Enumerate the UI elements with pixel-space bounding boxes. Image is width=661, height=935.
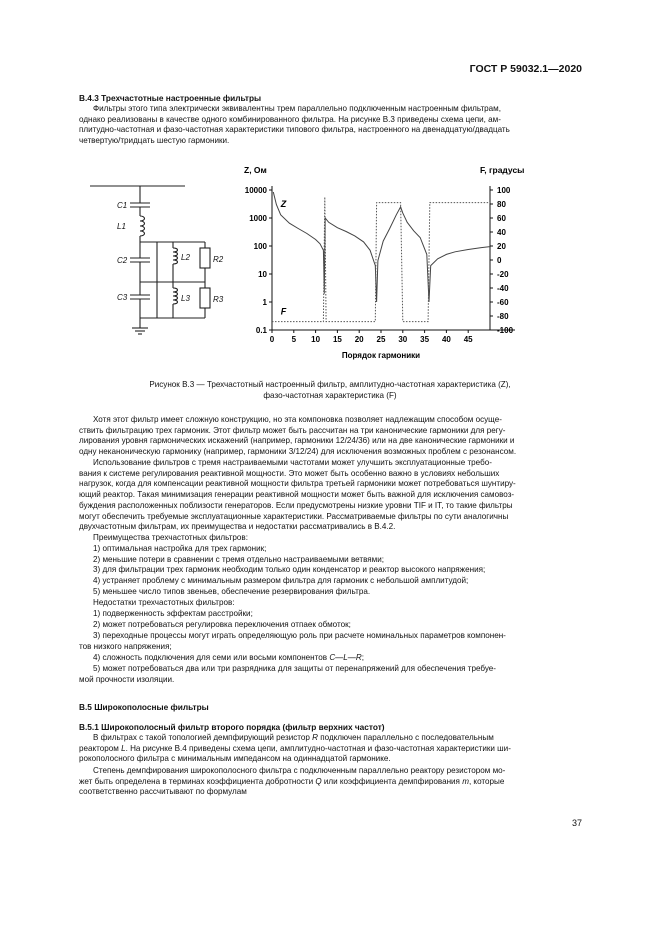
y-left-tick-label: 1000 <box>249 214 267 223</box>
advantages-heading: Преимущества трехчастотных фильтров: <box>93 533 248 542</box>
y-right-tick-label: 20 <box>497 242 506 251</box>
series-z-line <box>273 192 490 302</box>
impedance-phase-chart <box>225 158 545 370</box>
y-right-tick-label: 100 <box>497 186 511 195</box>
label-c2: C2 <box>117 256 128 265</box>
text-line: лирования уровня гармонических искажений (например, гармоники 12/24/36) или на две канонические гармоники и <box>79 436 515 446</box>
label-l2: L2 <box>181 253 190 262</box>
x-tick-label: 20 <box>354 335 364 344</box>
y-left-tick-label: 10 <box>258 270 267 279</box>
text-line: плитудно-частотная и фазо-частотная характеристики типового фильтра, настроенного на двенадцатую/двадцать <box>79 125 510 135</box>
list-item <box>93 653 364 664</box>
formula-clr: C—L—R <box>329 653 362 662</box>
y-right-tick-label: 0 <box>497 256 502 265</box>
list-item: 1) оптимальная настройка для трех гармоник; <box>93 544 267 553</box>
resistor-r3 <box>200 288 210 308</box>
text-line: соответственно рассчитывают по формулам <box>79 787 247 797</box>
symbol-m: m <box>462 776 469 786</box>
text-line: нагрузок, когда для компенсации реактивной мощности фильтра третьей гармоники может потребоваться шунтиру- <box>79 479 516 489</box>
resistor-r2 <box>200 248 210 268</box>
list-item: 3) переходные процессы могут играть определяющую роль при расчете номинальных параметров компонен- <box>93 631 506 640</box>
section-heading-b43: В.4.3 Трехчастотные настроенные фильтры <box>79 93 262 103</box>
x-tick-label: 25 <box>376 335 386 344</box>
section-heading-b5: В.5 Широкополосные фильтры <box>79 702 209 712</box>
y-left-tick-label: 0.1 <box>255 326 267 335</box>
text-line: могут обеспечить требуемые эксплуатационные характеристики. Рассматриваемые фильтры по сути аналогичны <box>79 511 509 521</box>
x-tick-label: 30 <box>398 335 408 344</box>
text-line: ствить фильтрацию трех гармоник. Этот фильтр может быть рассчитан на три канонические гармоники для регу- <box>79 425 506 435</box>
text-line: жет быть определена в терминах коэффициента добротности Q или коэффициента демпфирования m, которые <box>79 776 505 786</box>
section-heading-b51: В.5.1 Широкополосный фильтр второго порядка (фильтр верхних частот) <box>79 722 385 732</box>
y-right-axis-title: F, градусы <box>480 165 525 175</box>
advantages-list <box>93 544 581 598</box>
label-l1: L1 <box>117 222 126 231</box>
text-line: одну неканоническую гармонику (например, гармоники 3/12/24) для исключения возможных проблем с резонансом. <box>79 447 517 457</box>
series-f-line <box>272 197 490 322</box>
list-item: 5) может потребоваться два или три разрядника для защиты от перенапряжений для обеспечения требуе- <box>93 664 496 673</box>
list-item: 2) меньшие потери в сравнении с тремя отдельно настраиваемыми ветвями; <box>93 554 385 564</box>
y-left-tick-label: 100 <box>253 242 267 251</box>
list-item: 2) может потребоваться регулировка переключения отпаек обмоток; <box>93 620 351 629</box>
y-left-tick-label: 1 <box>262 298 267 307</box>
figure-caption <box>79 380 581 401</box>
text-line: двухчастотным фильтрам, их преимущества и недостатки рассматривались в В.4.2. <box>79 522 396 532</box>
y-right-tick-label: 40 <box>497 228 506 237</box>
text-line: Использование фильтров с тремя настраиваемыми частотами может улучшить эксплуатационные требо- <box>93 458 492 467</box>
inductor-l2-coil <box>173 248 178 264</box>
text-run: 4) сложность подключения для семи или восьми компонентов <box>93 653 330 662</box>
list-item: 4) устраняет проблему с минимальным размером фильтра для гармоник с небольшой амплитудой; <box>93 576 469 586</box>
annotation-z: Z <box>280 198 287 209</box>
x-tick-label: 40 <box>441 335 451 344</box>
disadvantages-heading: Недостатки трехчастотных фильтров: <box>93 598 235 607</box>
y-left-axis-title: Z, Ом <box>244 165 267 175</box>
text-line: Степень демпфирования широкополосного фильтра с подключенным параллельно реактору резистором мо- <box>93 766 506 775</box>
label-l3: L3 <box>181 294 190 303</box>
y-left-tick-label: 10000 <box>244 186 267 195</box>
x-tick-label: 10 <box>311 335 321 344</box>
label-c1: C1 <box>117 201 128 210</box>
y-right-tick-label: 60 <box>497 214 506 223</box>
list-item: 5) меньшее число типов звеньев, обеспечение резервирования фильтра. <box>93 586 371 596</box>
text-line: Фильтры этого типа электрически эквивалентны трем параллельно подключенным настроенным фильтрам, <box>93 104 501 113</box>
caption-line: Рисунок В.3 — Трехчастотный настроенный фильтр, амплитудно-частотная характеристика (Z), <box>149 380 511 389</box>
list-item: 1) подверженность эффектам расстройки; <box>93 609 253 618</box>
text-line: четвертую/тридцать шестую гармоники. <box>79 136 230 146</box>
paragraph-b51-intro <box>79 733 581 765</box>
annotation-f: F <box>280 306 287 317</box>
y-right-tick-label: -80 <box>497 312 509 321</box>
paragraph-reactive-power <box>79 458 581 533</box>
label-r3: R3 <box>213 295 224 304</box>
label-c3: C3 <box>117 293 128 302</box>
text-line: однако реализованы в качестве одного комбинированного фильтра. На рисунке В.3 приведены схема цепи, ам- <box>79 114 501 124</box>
y-right-tick-label: -100 <box>497 326 514 335</box>
x-tick-label: 35 <box>420 335 430 344</box>
text-line: рокополосного фильтра с минимальным импедансом на одиннадцатой гармонике. <box>79 754 391 764</box>
y-right-tick-label: -60 <box>497 298 509 307</box>
paragraph-b51-damping <box>79 766 581 798</box>
y-right-tick-label: -20 <box>497 270 509 279</box>
x-tick-label: 15 <box>332 335 342 344</box>
symbol-q: Q <box>315 776 322 786</box>
text-line: ющий реактор. Такая минимизация генерации реактивной мощности может быть важной для исключения самовоз- <box>79 490 515 500</box>
y-right-tick-label: 80 <box>497 200 506 209</box>
symbol-l: L <box>121 743 126 753</box>
circuit-diagram <box>85 178 225 348</box>
paragraph-filter-design <box>79 415 581 458</box>
list-item-continuation: мой прочности изоляции. <box>79 675 175 684</box>
text-run: ; <box>361 653 364 662</box>
x-tick-label: 0 <box>269 335 275 344</box>
label-r2: R2 <box>213 255 224 264</box>
text-line: буждения расположенных поблизости генераторов. Если предусмотрены низкие уровни TIF и IT, то такие фильтры <box>79 500 513 510</box>
text-line: вания к системе регулирования реактивной мощности. Это может быть особенно важно в условиях небольших <box>79 468 500 478</box>
text-line: реактором L. На рисунке В.4 приведены схема цепи, амплитудно-частотная и фазо-частотная характеристики ши- <box>79 743 511 753</box>
symbol-r: R <box>312 733 318 742</box>
list-item: 3) для фильтрации трех гармоник необходим только один конденсатор и реактор высокого напряжения; <box>93 565 486 575</box>
page-number: 37 <box>571 818 582 828</box>
text-line: Хотя этот фильтр имеет сложную конструкцию, но эта компоновка позволяет надлежащим способом осуще- <box>93 415 502 424</box>
list-item-continuation: тов низкого напряжения; <box>79 642 172 651</box>
inductor-l1-coil <box>140 216 145 236</box>
inductor-l3-coil <box>173 288 178 304</box>
y-right-tick-label: -40 <box>497 284 509 293</box>
x-axis-title: Порядок гармоники <box>341 351 421 360</box>
caption-line: фазо-частотная характеристика (F) <box>263 390 397 400</box>
text-line: В фильтрах с такой топологией демпфирующий резистор R подключен параллельно с последовательным <box>93 733 494 742</box>
paragraph-b43-intro <box>79 104 581 147</box>
x-tick-label: 5 <box>291 335 297 344</box>
x-tick-label: 45 <box>463 335 473 344</box>
document-id: ГОСТ Р 59032.1—2020 <box>469 63 582 75</box>
